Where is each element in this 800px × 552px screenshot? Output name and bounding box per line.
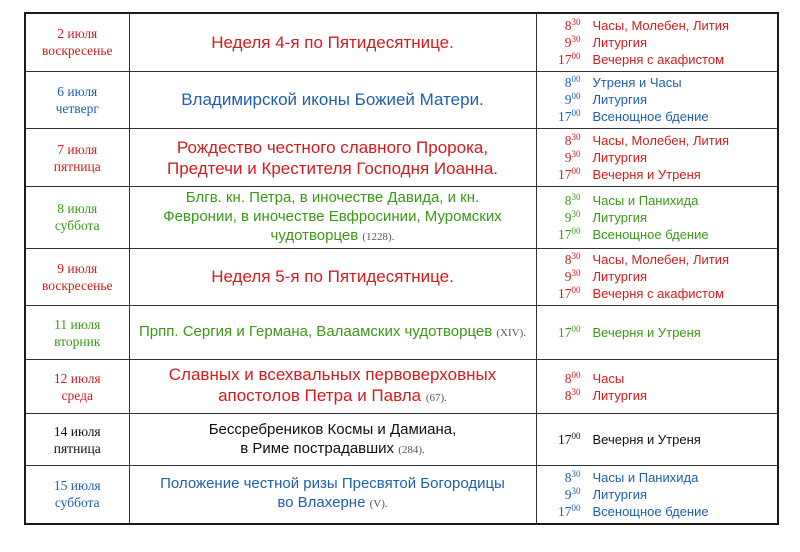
- feast-text: Предтечи и Крестителя Господня Иоанна.: [166, 158, 498, 178]
- service-time: [543, 192, 581, 209]
- feast-text: Прпп. Сергия и Германа, Валаамских чудотворцев: [138, 323, 493, 341]
- feast-text: чудотворцев: [270, 226, 359, 244]
- feast-text: Положение честной ризы Пресвятой Богородицы: [160, 475, 505, 493]
- date-cell: [26, 14, 129, 71]
- service-hour: 8: [564, 17, 572, 33]
- date-cell: [26, 186, 129, 248]
- service-hour: 9: [564, 92, 572, 108]
- services-cell: [536, 414, 777, 465]
- service-minutes: 00: [571, 74, 581, 85]
- service-row: [543, 285, 778, 302]
- date-label: 9 июля: [57, 260, 98, 276]
- feast-note: (XIV).: [496, 327, 526, 340]
- date-label: 14 июля: [53, 423, 101, 439]
- service-label: Вечерня и Утреня: [592, 325, 701, 341]
- weekday-label: четверг: [55, 100, 99, 116]
- table-row: [26, 465, 777, 523]
- service-hour: 9: [564, 34, 572, 50]
- service-time: [543, 387, 581, 404]
- service-label: Вечерня и Утреня: [592, 432, 701, 448]
- feast-line: [136, 137, 530, 158]
- table-row: [26, 248, 777, 306]
- service-hour: 17: [558, 286, 572, 302]
- service-minutes: 30: [571, 33, 581, 44]
- feast-cell: [129, 14, 536, 71]
- services-cell: [536, 465, 777, 523]
- date-cell: [26, 129, 129, 187]
- service-time: [543, 370, 581, 387]
- service-time: [543, 51, 581, 68]
- service-row: [543, 370, 778, 387]
- weekday-label: воскресенье: [41, 277, 113, 293]
- services-cell: [536, 306, 777, 360]
- weekday-label: пятница: [53, 158, 101, 174]
- service-label: Часы и Панихида: [592, 192, 699, 208]
- service-time: [543, 285, 581, 302]
- date-cell: [26, 71, 129, 129]
- feast-cell: [129, 129, 536, 187]
- feast-note: (V).: [369, 498, 388, 511]
- service-hour: 9: [564, 486, 572, 502]
- service-hour: 8: [564, 75, 572, 91]
- service-label: Часы: [592, 370, 625, 386]
- service-minutes: 30: [571, 468, 581, 479]
- service-minutes: 30: [571, 386, 581, 397]
- feast-line: [136, 385, 530, 409]
- service-minutes: 00: [571, 91, 581, 102]
- service-minutes: 00: [571, 225, 581, 236]
- service-label: Литургия: [592, 387, 648, 403]
- service-row: [543, 91, 778, 108]
- service-time: [543, 209, 581, 226]
- date-cell: [26, 359, 129, 414]
- service-time: [543, 486, 581, 503]
- service-minutes: 00: [571, 166, 581, 177]
- service-hour: 17: [558, 226, 572, 242]
- service-label: Часы, Молебен, Лития: [592, 133, 730, 149]
- service-row: [543, 387, 778, 404]
- weekday-label: вторник: [54, 333, 101, 349]
- feast-note: (1228).: [362, 230, 395, 243]
- service-time: [543, 108, 581, 125]
- feast-line: [136, 188, 530, 207]
- service-label: Литургия: [592, 269, 648, 285]
- service-time: [543, 17, 581, 34]
- date-label: 8 июля: [57, 201, 98, 217]
- service-hour: 17: [558, 325, 572, 341]
- feast-line: [136, 493, 530, 514]
- service-time: [543, 226, 581, 243]
- service-row: [543, 149, 778, 166]
- date-label: 6 июля: [57, 83, 98, 99]
- service-minutes: 00: [571, 324, 581, 335]
- feast-cell: [129, 186, 536, 248]
- service-row: [543, 51, 778, 68]
- table-row: [26, 71, 777, 129]
- service-row: [543, 503, 778, 520]
- weekday-label: воскресенье: [41, 43, 113, 59]
- feast-line: [136, 474, 530, 493]
- service-row: [543, 486, 778, 503]
- services-cell: [536, 14, 777, 71]
- feast-line: [136, 158, 530, 179]
- service-time: [543, 166, 581, 183]
- feast-line: [136, 32, 530, 53]
- service-label: Всенощное бдение: [592, 503, 709, 519]
- services-cell: [536, 359, 777, 414]
- feast-line: [136, 420, 530, 439]
- feast-cell: [129, 414, 536, 465]
- service-hour: 17: [558, 432, 572, 448]
- schedule-table: [26, 14, 777, 523]
- service-row: [543, 192, 778, 209]
- table-row: [26, 129, 777, 187]
- feast-text: Неделя 4-я по Пятидесятнице.: [211, 32, 454, 52]
- service-time: [543, 268, 581, 285]
- feast-cell: [129, 359, 536, 414]
- service-hour: 17: [558, 109, 572, 125]
- feast-text: апостолов Петра и Павла: [218, 386, 422, 406]
- feast-line: [136, 207, 530, 226]
- feast-cell: [129, 71, 536, 129]
- table-row: [26, 14, 777, 71]
- table-row: [26, 414, 777, 465]
- service-time: [543, 34, 581, 51]
- schedule-frame: [24, 12, 779, 525]
- service-label: Часы, Молебен, Лития: [592, 252, 730, 268]
- service-row: [543, 431, 778, 448]
- service-row: [543, 132, 778, 149]
- feast-text: Владимирской иконы Божией Матери.: [181, 90, 484, 110]
- service-time: [543, 324, 581, 341]
- service-row: [543, 251, 778, 268]
- feast-line: [136, 226, 530, 247]
- services-cell: [536, 129, 777, 187]
- service-minutes: 00: [571, 369, 581, 380]
- service-label: Литургия: [592, 150, 648, 166]
- service-row: [543, 74, 778, 91]
- service-label: Всенощное бдение: [592, 226, 709, 242]
- service-hour: 8: [564, 370, 572, 386]
- service-hour: 8: [564, 469, 572, 485]
- service-time: [543, 74, 581, 91]
- feast-cell: [129, 465, 536, 523]
- service-hour: 9: [564, 150, 572, 166]
- service-hour: 8: [564, 252, 572, 268]
- service-hour: 9: [564, 209, 572, 225]
- service-row: [543, 324, 778, 341]
- feast-cell: [129, 306, 536, 360]
- service-time: [543, 469, 581, 486]
- date-cell: [26, 414, 129, 465]
- date-label: 12 июля: [53, 370, 101, 386]
- service-label: Часы, Молебен, Лития: [592, 17, 730, 33]
- service-label: Утреня и Часы: [592, 75, 682, 91]
- service-time: [543, 251, 581, 268]
- service-minutes: 00: [571, 502, 581, 513]
- schedule-body: [26, 14, 777, 523]
- weekday-label: суббота: [54, 218, 100, 234]
- service-minutes: 30: [571, 132, 581, 143]
- feast-text: Неделя 5-я по Пятидесятнице.: [211, 267, 454, 287]
- feast-text: Бессребреников Космы и Дамиана,: [208, 420, 457, 438]
- service-hour: 17: [558, 51, 572, 67]
- date-cell: [26, 465, 129, 523]
- feast-cell: [129, 248, 536, 306]
- service-time: [543, 503, 581, 520]
- date-label: 15 июля: [53, 478, 101, 494]
- service-row: [543, 209, 778, 226]
- service-label: Вечерня с акафистом: [592, 286, 725, 302]
- service-minutes: 00: [571, 108, 581, 119]
- date-cell: [26, 248, 129, 306]
- service-label: Литургия: [592, 92, 648, 108]
- service-minutes: 30: [571, 16, 581, 27]
- table-row: [26, 359, 777, 414]
- service-minutes: 30: [571, 268, 581, 279]
- service-label: Литургия: [592, 209, 648, 225]
- service-hour: 17: [558, 167, 572, 183]
- feast-text: Февронии, в иночестве Евфросинии, Муромских: [163, 207, 502, 225]
- feast-text: Блгв. кн. Петра, в иночестве Давида, и кн.: [185, 188, 480, 206]
- service-row: [543, 166, 778, 183]
- service-hour: 8: [564, 192, 572, 208]
- feast-line: [136, 364, 530, 385]
- service-minutes: 00: [571, 285, 581, 296]
- service-minutes: 30: [571, 191, 581, 202]
- service-time: [543, 431, 581, 448]
- service-minutes: 00: [571, 50, 581, 61]
- feast-text: в Риме пострадавших: [240, 439, 395, 457]
- service-time: [543, 149, 581, 166]
- service-row: [543, 17, 778, 34]
- service-label: Литургия: [592, 34, 648, 50]
- weekday-label: среда: [61, 387, 93, 403]
- feast-line: [136, 322, 530, 343]
- weekday-label: пятница: [53, 440, 101, 456]
- service-row: [543, 108, 778, 125]
- service-minutes: 30: [571, 149, 581, 160]
- service-label: Часы и Панихида: [592, 469, 699, 485]
- feast-text: Рождество честного славного Пророка,: [176, 137, 489, 157]
- service-hour: 8: [564, 387, 572, 403]
- feast-line: [136, 439, 530, 460]
- date-label: 2 июля: [57, 26, 98, 42]
- service-label: Вечерня и Утреня: [592, 167, 701, 183]
- feast-note: (67).: [425, 392, 447, 405]
- feast-line: [136, 89, 530, 110]
- weekday-label: суббота: [54, 495, 100, 511]
- service-row: [543, 469, 778, 486]
- service-minutes: 00: [571, 431, 581, 442]
- service-minutes: 30: [571, 251, 581, 262]
- services-cell: [536, 186, 777, 248]
- feast-text: во Влахерне: [277, 494, 366, 512]
- feast-line: [136, 266, 530, 287]
- services-cell: [536, 71, 777, 129]
- service-label: Вечерня с акафистом: [592, 51, 725, 67]
- services-cell: [536, 248, 777, 306]
- date-cell: [26, 306, 129, 360]
- service-time: [543, 132, 581, 149]
- service-minutes: 30: [571, 208, 581, 219]
- service-hour: 8: [564, 133, 572, 149]
- table-row: [26, 186, 777, 248]
- service-label: Всенощное бдение: [592, 109, 709, 125]
- service-row: [543, 226, 778, 243]
- service-minutes: 30: [571, 485, 581, 496]
- service-time: [543, 91, 581, 108]
- date-label: 7 июля: [57, 141, 98, 157]
- date-label: 11 июля: [54, 316, 101, 332]
- feast-text: Славных и всехвальных первоверховных: [168, 365, 497, 385]
- service-row: [543, 268, 778, 285]
- service-row: [543, 34, 778, 51]
- service-hour: 17: [558, 503, 572, 519]
- feast-note: (284).: [398, 443, 425, 456]
- service-hour: 9: [564, 269, 572, 285]
- table-row: [26, 306, 777, 360]
- service-label: Литургия: [592, 486, 648, 502]
